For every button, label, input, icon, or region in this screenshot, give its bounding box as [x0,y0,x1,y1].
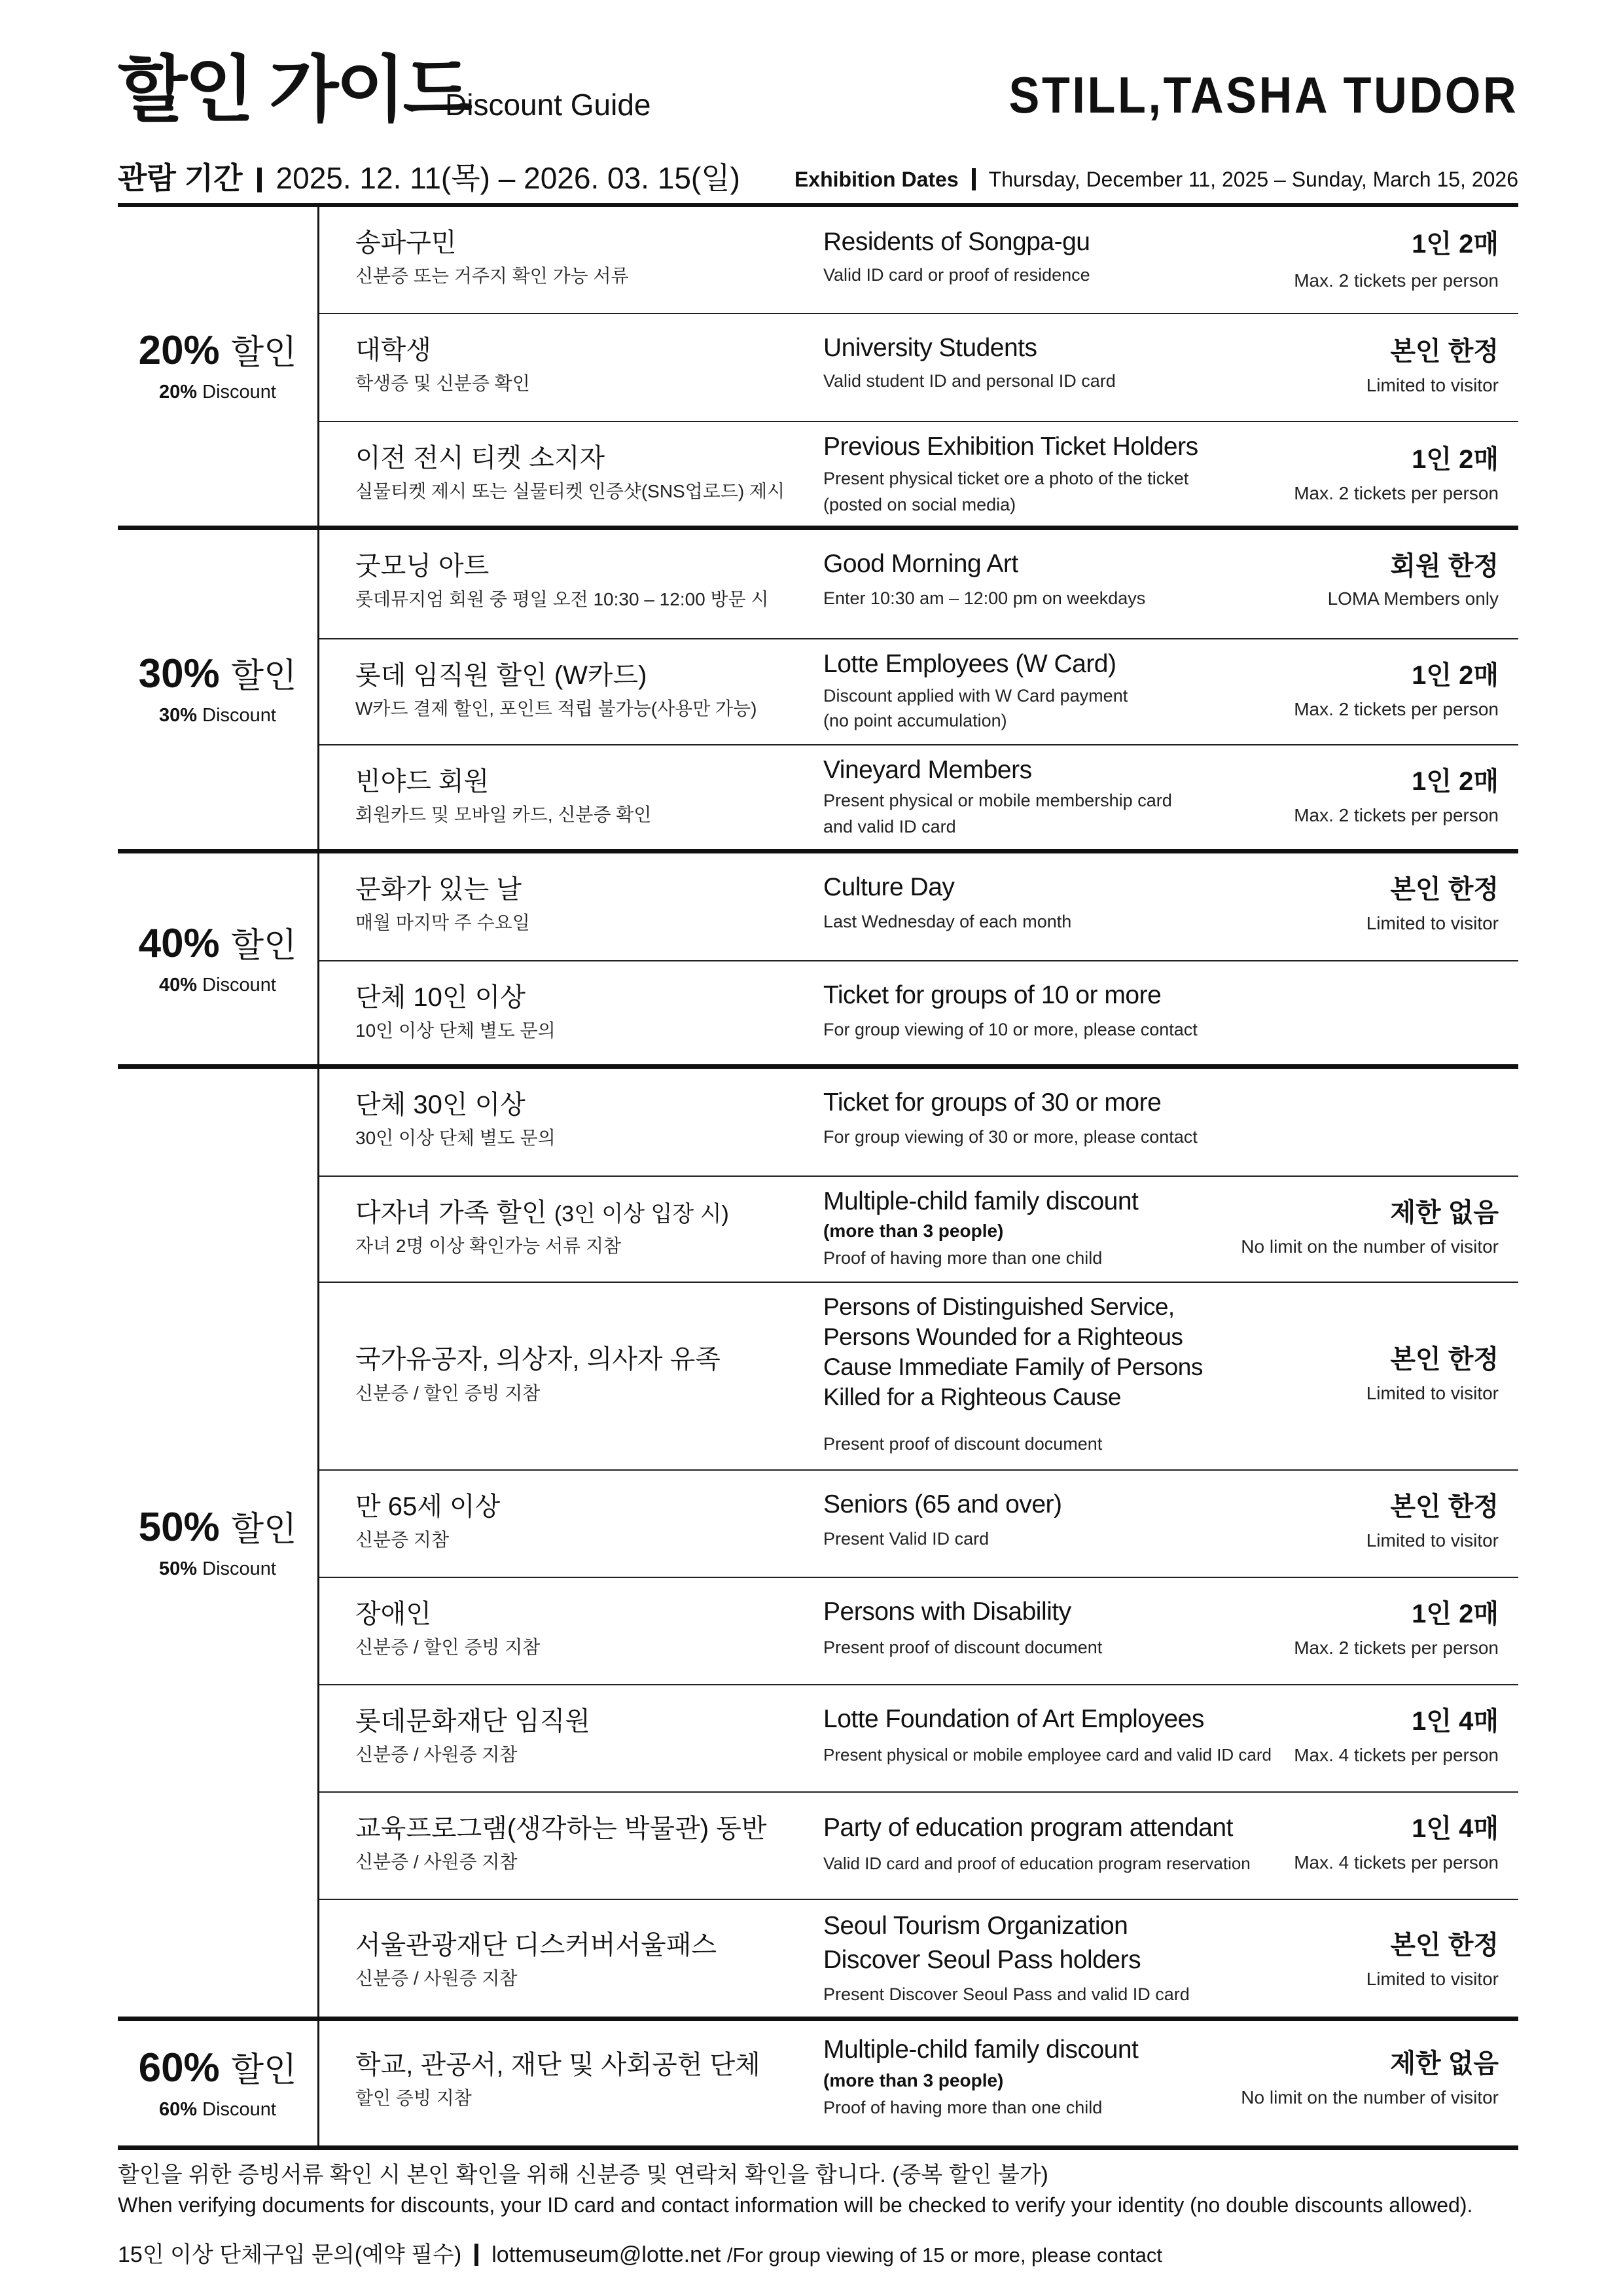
row-title-ko: 장애인 [355,1600,431,1628]
table-row [319,313,1518,421]
discount-rate-cell [118,530,319,849]
row-desc-ko: 30인 이상 단체 별도 문의 [355,1128,556,1148]
divider-bar [474,2244,478,2266]
row-desc-ko: W카드 결제 할인, 포인트 적립 불가능(사용만 가능) [355,698,757,719]
ticket-limit-en: Max. 2 tickets per person [1294,805,1499,825]
ticket-limit: 본인 한정 [1390,875,1499,904]
table-row [319,1684,1518,1791]
discount-rate-en: 20% Discount [159,382,276,403]
discount-rate-cell [118,2021,319,2145]
row-desc-ko: 신분증 / 할인 증빙 지참 [355,1383,541,1403]
row-title-en: Seniors (65 and over) [823,1490,1062,1518]
row-desc-ko: 롯데뮤지엄 회원 중 평일 오전 10:30 – 12:00 방문 시 [355,589,769,609]
discount-rate-en: 30% Discount [159,705,276,726]
row-title-ko: 대학생 [355,336,431,365]
row-title-en: Multiple-child family discount [823,2036,1139,2064]
table-row [319,207,1518,313]
ticket-limit-en: Max. 4 tickets per person [1294,1745,1499,1765]
divider-bar [972,168,976,190]
row-desc-ko: 매월 마지막 주 수요일 [355,912,530,933]
row-desc-en: Present physical ticket ore a photo of the ticket [823,469,1189,488]
header [118,51,1518,130]
row-title-en: Multiple-child family discount [823,1187,1139,1215]
row-title-en: Seoul Tourism Organization Discover Seoul Pass holders [823,1912,1141,1974]
dates-en [794,165,1518,194]
discount-group-40 [118,853,1518,1069]
discount-group-50 [118,1069,1518,2021]
row-title-ko: 문화가 있는 날 [355,875,522,904]
row-title-en: Persons of Distinguished Service, Persons Wounded for a Righteous Cause Immediate Family of Persons Killed for a Righteous Cause [823,1293,1203,1410]
table-row [319,1282,1518,1469]
row-desc-ko: 할인 증빙 지참 [355,2088,472,2108]
ticket-limit: 1인 2매 [1412,445,1499,474]
row-title-en: Good Morning Art [823,550,1018,578]
row-title-ko: 다자녀 가족 할인 (3인 이상 입장 시) [355,1198,729,1227]
row-title-ko: 송파구민 [355,228,457,257]
ticket-limit: 1인 2매 [1412,230,1499,259]
row-title-ko: 단체 10인 이상 [355,983,526,1012]
discount-rate: 50% 할인 [138,1504,297,1550]
row-desc-en: Present Valid ID card [823,1529,990,1549]
row-desc-ko: 신분증 / 사원증 지참 [355,1968,518,1988]
row-title-ko: 만 65세 이상 [355,1492,501,1521]
ticket-limit-en: Max. 2 tickets per person [1294,1638,1499,1658]
row-title-en: Ticket for groups of 30 or more [823,1088,1162,1117]
dates-range-ko: 2025. 12. 11(목) – 2026. 03. 15(일) [276,161,740,195]
ticket-limit: 회원 한정 [1390,552,1499,581]
discount-group-20 [118,207,1518,530]
ticket-limit-en: Limited to visitor [1366,1969,1499,1989]
row-note-en: (more than 3 people) [823,2070,1004,2090]
row-title-en: Ticket for groups of 10 or more [823,981,1162,1009]
row-title-en: Lotte Foundation of Art Employees [823,1705,1204,1733]
discount-rate: 30% 할인 [138,651,297,696]
table-row [319,1469,1518,1577]
row-desc-ko: 10인 이상 단체 별도 문의 [355,1020,556,1041]
row-title-en: University Students [823,334,1037,362]
dates-range-en: Thursday, December 11, 2025 – Sunday, March 15, 2026 [988,168,1518,191]
discount-rate: 60% 할인 [138,2045,297,2090]
row-desc-ko: 자녀 2명 이상 확인가능 서류 지참 [355,1236,622,1256]
ticket-limit-en: Limited to visitor [1366,375,1499,395]
row-title-ko: 단체 30인 이상 [355,1090,526,1119]
ticket-limit-en: Limited to visitor [1366,1383,1499,1403]
ticket-limit: 1인 2매 [1412,661,1499,690]
ticket-limit: 본인 한정 [1390,1492,1499,1521]
row-title-en: Residents of Songpa-gu [823,228,1090,256]
table-row [319,960,1518,1064]
divider-bar [257,168,262,192]
row-desc-ko: 신분증 또는 거주지 확인 가능 서류 [355,266,629,286]
notice-en: When verifying documents for discounts, your ID card and contact information will be checked to verify your identity (no double discounts allowed). [118,2193,1473,2217]
page-subtitle: Discount Guide [445,88,651,122]
row-desc-ko: 신분증 지참 [355,1530,450,1550]
row-desc-en: Proof of having more than one child [823,1248,1103,1268]
discount-rate-cell [118,1069,319,2017]
table-row [319,1899,1518,2017]
discount-group-60 [118,2021,1518,2150]
row-desc-en: Present proof of discount document [823,1638,1103,1657]
row-note-en: (more than 3 people) [823,1221,1004,1241]
row-title-en: Culture Day [823,873,955,901]
discount-rate-cell [118,853,319,1064]
contact-email[interactable]: lottemuseum@lotte.net [491,2242,721,2267]
row-title-ko: 빈야드 회원 [355,767,490,796]
table-row [319,530,1518,638]
footer [118,2160,1518,2270]
ticket-limit-en: Max. 4 tickets per person [1294,1852,1499,1873]
table-row [319,638,1518,744]
ticket-limit: 본인 한정 [1390,1345,1499,1374]
table-row [319,1577,1518,1684]
row-desc-en: Proof of having more than one child [823,2098,1103,2117]
row-title-en: Vineyard Members [823,756,1032,784]
table-row [319,1069,1518,1175]
row-desc-en-2: and valid ID card [823,817,956,836]
group-inquiry-en: /For group viewing of 15 or more, please contact [726,2244,1162,2267]
ticket-limit: 1인 2매 [1412,1600,1499,1628]
row-title-en: Party of education program attendant [823,1814,1233,1842]
row-desc-en: Present physical or mobile employee card and valid ID card [823,1745,1272,1765]
ticket-limit: 제한 없음 [1390,1198,1499,1227]
row-desc-en: For group viewing of 30 or more, please contact [823,1127,1198,1147]
brand-logo: STILL,TASHA TUDOR [1008,66,1518,124]
row-desc-ko: 신분증 / 사원증 지참 [355,1852,518,1872]
row-title-en: Lotte Employees (W Card) [823,650,1116,678]
ticket-limit-en: Limited to visitor [1366,1530,1499,1551]
row-title-ko: 굿모닝 아트 [355,552,490,581]
row-title-ko: 롯데문화재단 임직원 [355,1707,590,1736]
row-desc-ko: 신분증 / 할인 증빙 지참 [355,1637,541,1657]
row-title-ko: 교육프로그램(생각하는 박물관) 동반 [355,1814,767,1843]
row-desc-ko: 학생증 및 신분증 확인 [355,373,530,393]
ticket-limit-en: Limited to visitor [1366,913,1499,933]
discount-table [118,203,1518,2150]
discount-rate-cell [118,207,319,526]
row-desc-en: Last Wednesday of each month [823,912,1072,931]
ticket-limit-en: Max. 2 tickets per person [1294,270,1499,291]
ticket-limit-en: LOMA Members only [1327,588,1499,609]
row-desc-en: Present Discover Seoul Pass and valid ID card [823,1984,1190,2004]
row-desc-en: Present proof of discount document [823,1434,1103,1454]
row-title-ko: 국가유공자, 의상자, 의사자 유족 [355,1345,721,1374]
ticket-limit-en: No limit on the number of visitor [1241,2087,1499,2108]
row-title-ko: 롯데 임직원 할인 (W카드) [355,661,647,690]
table-row [319,853,1518,960]
notice-ko: 할인을 위한 증빙서류 확인 시 본인 확인을 위해 신분증 및 연락처 확인을 합니다. (중복 할인 불가) [118,2162,1048,2187]
dates-label-ko: 관람 기간 [118,161,243,195]
group-inquiry-ko: 15인 이상 단체구입 문의(예약 필수) [118,2242,462,2267]
ticket-limit: 1인 2매 [1412,767,1499,796]
row-desc-en: For group viewing of 10 or more, please contact [823,1020,1198,1039]
row-desc-ko: 실물티켓 제시 또는 실물티켓 인증샷(SNS업로드) 제시 [355,481,785,501]
table-row [319,1791,1518,1899]
row-desc-en: Enter 10:30 am – 12:00 pm on weekdays [823,588,1146,608]
row-title-en: Persons with Disability [823,1598,1071,1626]
ticket-limit: 본인 한정 [1390,337,1499,366]
row-desc-en: Discount applied with W Card payment [823,686,1128,706]
row-desc-ko: 신분증 / 사원증 지참 [355,1744,518,1765]
ticket-limit-en: No limit on the number of visitor [1241,1236,1499,1257]
row-title-ko: 학교, 관공서, 재단 및 사회공헌 단체 [355,2051,760,2079]
row-desc-en: Present physical or mobile membership card [823,791,1172,810]
ticket-limit: 1인 4매 [1412,1707,1499,1736]
exhibition-dates [118,156,1518,202]
discount-rate-en: 50% Discount [159,1558,276,1579]
group-inquiry [118,2240,1518,2270]
ticket-limit: 본인 한정 [1390,1931,1499,1960]
row-desc-en-2: (posted on social media) [823,495,1016,514]
row-desc-en: Valid ID card or proof of residence [823,265,1090,285]
page-title: 할인 가이드 [118,50,470,130]
ticket-limit: 제한 없음 [1390,2049,1499,2078]
discount-group-30 [118,530,1518,853]
ticket-limit: 1인 4매 [1412,1814,1499,1843]
dates-ko [118,158,740,198]
table-row [319,1175,1518,1282]
ticket-limit-en: Max. 2 tickets per person [1294,699,1499,719]
row-title-ko: 서울관광재단 디스커버서울패스 [355,1931,717,1960]
discount-rate-en: 40% Discount [159,974,276,996]
row-title-en: Previous Exhibition Ticket Holders [823,433,1198,461]
row-desc-en: Valid student ID and personal ID card [823,371,1116,391]
row-title-ko: 이전 전시 티켓 소지자 [355,444,605,473]
row-desc-en-2: (no point accumulation) [823,711,1007,730]
ticket-limit-en: Max. 2 tickets per person [1294,483,1499,503]
table-row [319,744,1518,849]
discount-rate-en: 60% Discount [159,2098,276,2120]
row-desc-en: Valid ID card and proof of education program reservation [823,1854,1251,1873]
row-desc-ko: 회원카드 및 모바일 카드, 신분증 확인 [355,804,652,825]
dates-label-en: Exhibition Dates [794,168,959,191]
table-row [319,2021,1518,2145]
discount-rate: 40% 할인 [138,920,297,966]
discount-rate: 20% 할인 [138,328,297,373]
table-row [319,421,1518,526]
